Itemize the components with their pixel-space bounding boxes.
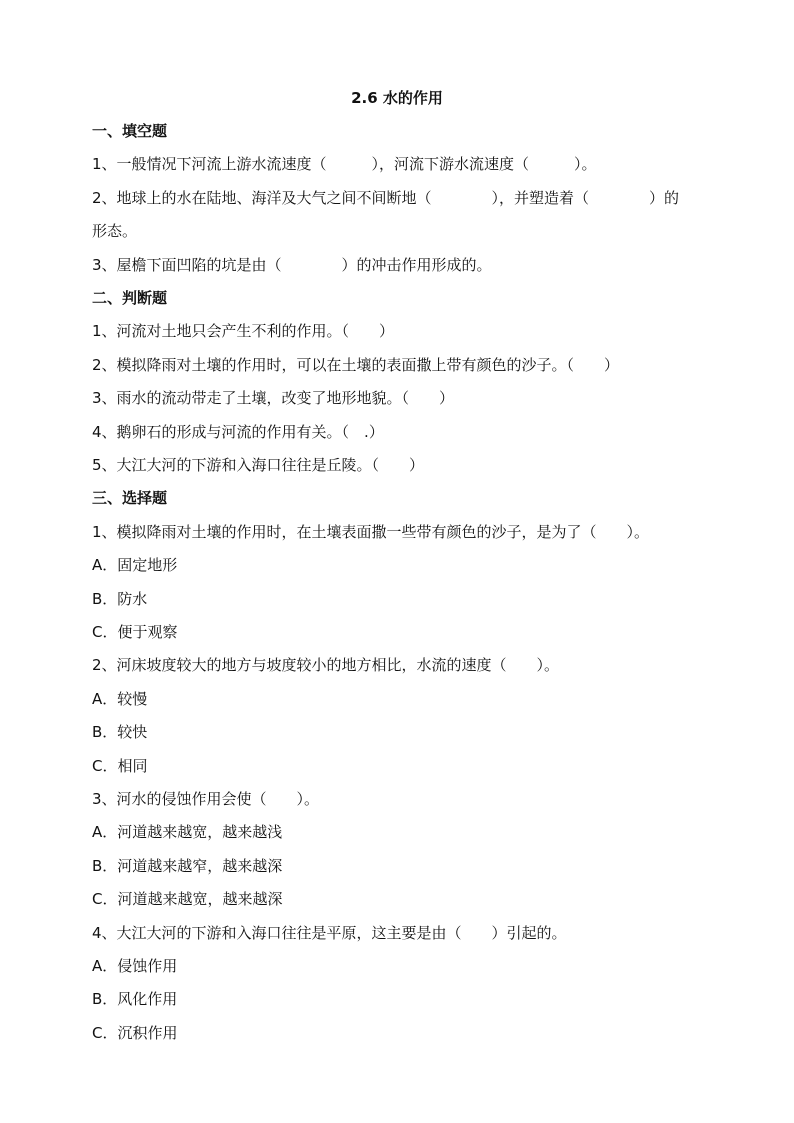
question-line: B．防水 bbox=[92, 590, 148, 608]
question-line: 5、大江大河的下游和入海口往往是丘陵。（ ） bbox=[92, 456, 425, 474]
section-heading: 一、填空题 bbox=[92, 122, 168, 140]
question-line: B．河道越来越窄，越来越深 bbox=[92, 857, 283, 875]
question-line: 2、地球上的水在陆地、海洋及大气之间不间断地（ ），并塑造着（ ）的 bbox=[92, 189, 680, 207]
question-line: 1、河流对土地只会产生不利的作用。（ ） bbox=[92, 322, 395, 340]
question-line: A．固定地形 bbox=[92, 556, 178, 574]
question-line: 3、河水的侵蚀作用会使（ ）。 bbox=[92, 790, 320, 808]
section-heading: 三、选择题 bbox=[92, 489, 168, 507]
section-heading: 二、判断题 bbox=[92, 289, 168, 307]
question-line: A．河道越来越宽，越来越浅 bbox=[92, 823, 283, 841]
question-line: A．侵蚀作用 bbox=[92, 957, 178, 975]
question-line: 形态。 bbox=[92, 222, 138, 240]
question-line: C．便于观察 bbox=[92, 623, 178, 641]
page-title: 2.6 水的作用 bbox=[351, 89, 443, 107]
question-line: A．较慢 bbox=[92, 690, 148, 708]
question-line: 1、一般情况下河流上游水流速度（ ），河流下游水流速度（ ）。 bbox=[92, 155, 597, 173]
question-line: 1、模拟降雨对土壤的作用时，在土壤表面撒一些带有颜色的沙子，是为了（ ）。 bbox=[92, 523, 650, 541]
question-line: 2、河床坡度较大的地方与坡度较小的地方相比，水流的速度（ ）。 bbox=[92, 656, 560, 674]
question-line: C．相同 bbox=[92, 757, 148, 775]
question-line: C．河道越来越宽，越来越深 bbox=[92, 890, 283, 908]
question-line: 3、屋檐下面凹陷的坑是由（ ）的冲击作用形成的。 bbox=[92, 256, 492, 274]
question-line: B．较快 bbox=[92, 723, 148, 741]
question-line: C．沉积作用 bbox=[92, 1024, 178, 1042]
question-line: B．风化作用 bbox=[92, 990, 178, 1008]
question-line: 4、鹅卵石的形成与河流的作用有关。（ .） bbox=[92, 423, 384, 441]
question-line: 3、雨水的流动带走了土壤，改变了地形地貌。（ ） bbox=[92, 389, 455, 407]
question-line: 4、大江大河的下游和入海口往往是平原，这主要是由（ ）引起的。 bbox=[92, 924, 567, 942]
question-line: 2、模拟降雨对土壤的作用时，可以在土壤的表面撒上带有颜色的沙子。（ ） bbox=[92, 356, 620, 374]
